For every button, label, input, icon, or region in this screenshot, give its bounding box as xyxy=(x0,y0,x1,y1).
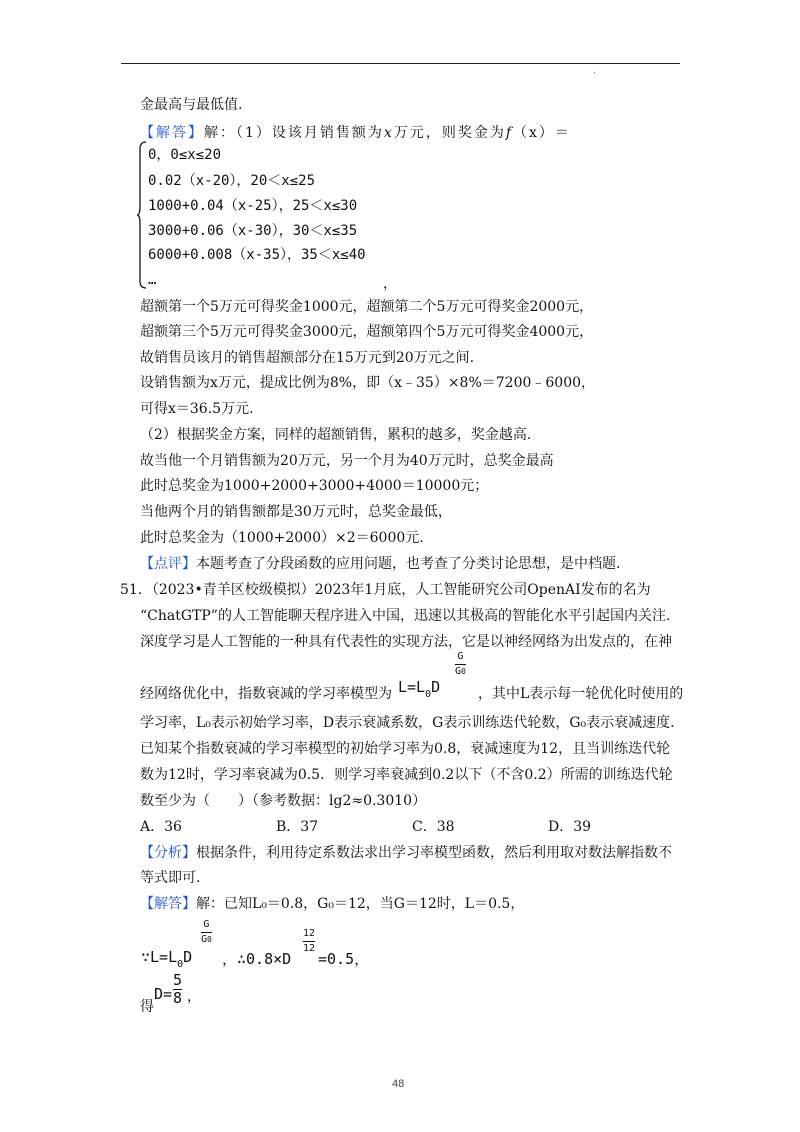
body-line-2: 超额第三个5万元可得奖金3000元，超额第四个5万元可得奖金4000元， xyxy=(140,324,594,340)
result-fraction: $\frac{5}{8}$ xyxy=(173,971,183,1007)
body-line-5: 可得x＝36.5万元. xyxy=(140,401,254,417)
answer-2-line: 【解答】解：已知L₀＝0.8，G₀＝12，当G＝12时，L＝0.5， xyxy=(140,896,525,912)
lr-exponent: $\frac{G}{G0}$ xyxy=(455,651,466,677)
result-de: 得 xyxy=(140,999,154,1015)
body-line-1: 超额第一个5万元可得奖金1000元，超额第二个5万元可得奖金2000元， xyxy=(140,299,594,315)
option-a: A．36 xyxy=(140,819,182,835)
q51-line-2: “ChatGTP”的人工智能聊天程序进入中国，迅速以其极高的智能化水平引起国内关注. xyxy=(140,608,671,624)
body-line-8: 此时总奖金为1000+2000+3000+4000＝10000元； xyxy=(140,478,489,494)
body-line-6: （2）根据奖金方案，同样的超额销售，累积的越多，奖金越高. xyxy=(140,427,532,443)
body-line-10: 此时总奖金为（1000+2000）×2＝6000元. xyxy=(140,530,424,546)
analysis-tag: 【分析】 xyxy=(140,845,196,861)
q51-line-4a: 经网络优化中，指数衰减的学习率模型为 xyxy=(140,686,392,702)
analysis-line-2: 等式即可. xyxy=(140,870,201,886)
body-line-4: 设销售额为x万元，提成比例为8%，即（x﹣35）×8%＝7200﹣6000， xyxy=(140,375,596,391)
option-b: B．37 xyxy=(276,819,319,835)
q51-line-1: 51．（2023•青羊区校级模拟）2023年1月底，人工智能研究公司OpenAI发布的名为 xyxy=(120,582,651,598)
comment-tag: 【点评】 xyxy=(140,556,196,572)
formula-eq: =0.5， xyxy=(318,950,370,968)
piece-1: 0.02（x-20），20＜x≤25 xyxy=(148,173,316,189)
option-d: D．39 xyxy=(548,819,592,835)
header-dot: · xyxy=(593,68,597,79)
q51-number: 51． xyxy=(120,582,152,598)
prev-line: 金最高与最低值. xyxy=(140,97,243,113)
piece-comma: ， xyxy=(383,276,397,292)
piece-0: 0，0≤x≤20 xyxy=(148,147,222,163)
lr-formula: $L=L_0D$ xyxy=(398,678,441,700)
body-line-3: 故销售员该月的销售超额部分在15万元到20万元之间. xyxy=(140,350,475,366)
answer-tag: 【解答】 xyxy=(140,125,204,141)
piece-4: 6000+0.008（x-35），35＜x≤40 xyxy=(148,247,366,263)
answer-2-tag: 【解答】 xyxy=(140,896,196,912)
body-line-7: 故当他一个月销售额为20万元，另一个月为40万元时，总奖金最高 xyxy=(140,453,554,469)
answer-1-line: 【解答】解：（1）设该月销售额为x万元，则奖金为f（x）＝ xyxy=(140,125,571,141)
piece-5: … xyxy=(148,272,157,288)
q51-line-3: 深度学习是人工智能的一种具有代表性的实现方法，它是以神经网络为出发点的，在神 xyxy=(140,634,672,650)
analysis-line-1: 【分析】根据条件，利用待定系数法求出学习率模型函数，然后利用取对数法解指数不 xyxy=(140,845,672,861)
page-number: 48 xyxy=(392,1078,405,1090)
formula-line: $\because L=L_0D$ xyxy=(141,948,193,970)
q51-line-7: 数为12时，学习率衰减为0.5．则学习率衰减到0.2以下（不含0.2）所需的训练迭代轮 xyxy=(140,767,673,783)
comment-line: 【点评】本题考查了分段函数的应用问题，也考查了分类讨论思想，是中档题. xyxy=(140,556,621,572)
option-c: C．38 xyxy=(412,819,455,835)
result-d: D= xyxy=(154,985,173,1003)
body-line-9: 当他两个月的销售额都是30万元时，总奖金最低， xyxy=(140,504,452,520)
q51-line-6: 已知某个指数衰减的学习率模型的初始学习率为0.8，衰减速度为12，且当训练迭代轮 xyxy=(140,741,671,757)
q51-line-4b: ，其中L表示每一轮优化时使用的 xyxy=(478,686,684,702)
formula-exp-1: $\frac{G}{G0}$ xyxy=(201,919,212,945)
piecewise-brace xyxy=(137,141,147,289)
header-rule xyxy=(121,63,680,64)
result-comma: ， xyxy=(187,989,201,1005)
piece-3: 3000+0.06（x-30），30＜x≤35 xyxy=(148,223,358,239)
q51-line-5: 学习率，L₀表示初始学习率，D表示衰减系数，G表示训练迭代轮数，G₀表示衰减速度. xyxy=(140,715,675,731)
q51-line-8: 数至少为（ ）（参考数据：lg2≈0.3010） xyxy=(140,793,427,809)
formula-therefore: ，∴0.8×D xyxy=(222,950,292,968)
formula-exp-2: $\frac{12}{12}$ xyxy=(303,928,316,954)
piece-2: 1000+0.04（x-25），25＜x≤30 xyxy=(148,198,358,214)
